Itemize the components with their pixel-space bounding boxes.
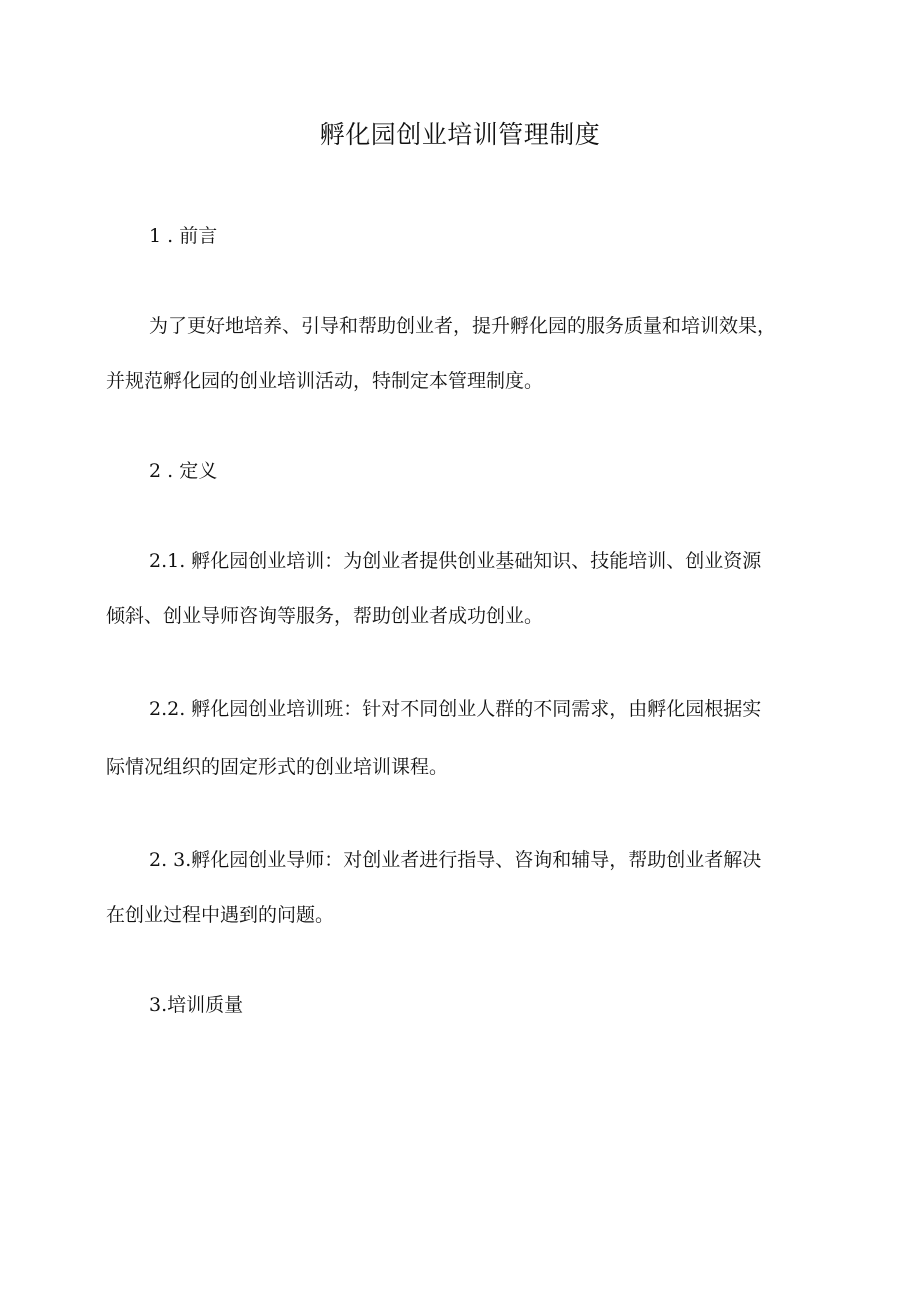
section-heading-training-quality: 3.培训质量 (149, 994, 244, 1016)
definition-2-3-line-2: 在创业过程中遇到的问题。 (106, 904, 335, 926)
section-heading-preface: 1 . 前言 (149, 225, 218, 247)
definition-2-1-line-1: 2.1. 孵化园创业培训：为创业者提供创业基础知识、技能培训、创业资源 (149, 550, 762, 572)
definition-2-1-line-2: 倾斜、创业导师咨询等服务，帮助创业者成功创业。 (106, 605, 544, 627)
definition-2-2-line-2: 际情况组织的固定形式的创业培训课程。 (106, 756, 449, 778)
document-title: 孵化园创业培训管理制度 (319, 120, 601, 149)
preface-paragraph-line-2: 并规范孵化园的创业培训活动，特制定本管理制度。 (106, 370, 544, 392)
definition-2-3-line-1: 2. 3.孵化园创业导师：对创业者进行指导、咨询和辅导，帮助创业者解决 (149, 849, 762, 871)
section-heading-definitions: 2 . 定义 (149, 460, 218, 482)
preface-paragraph-line-1: 为了更好地培养、引导和帮助创业者，提升孵化园的服务质量和培训效果， (149, 315, 777, 337)
definition-2-2-line-1: 2.2. 孵化园创业培训班：针对不同创业人群的不同需求，由孵化园根据实 (149, 698, 762, 720)
